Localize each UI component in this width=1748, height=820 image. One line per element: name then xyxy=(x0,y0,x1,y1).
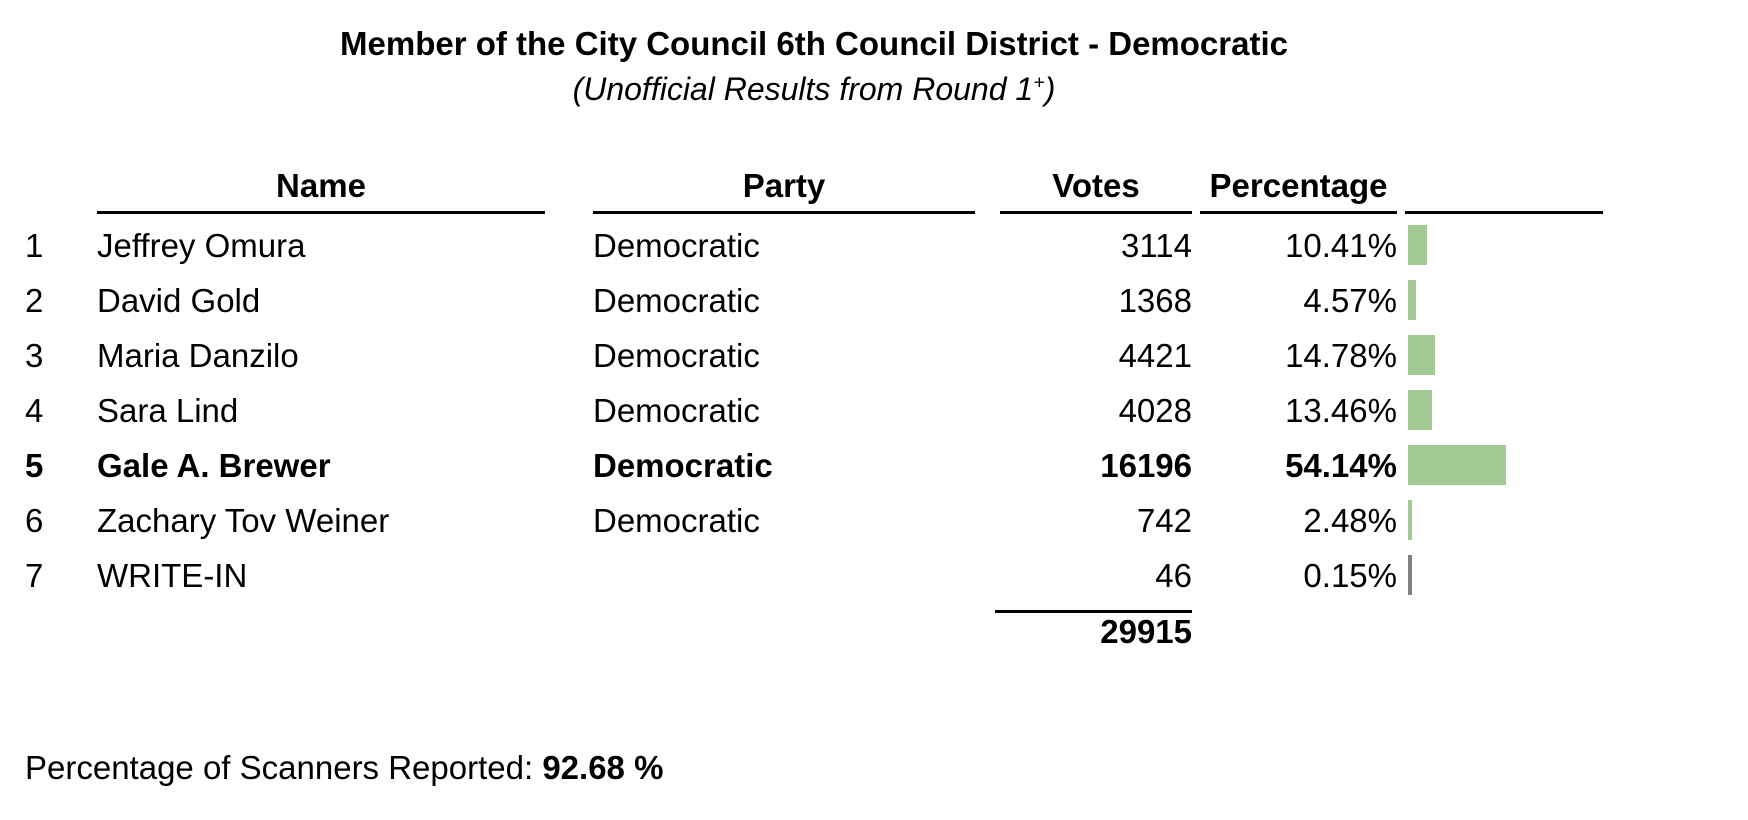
page-subtitle xyxy=(0,71,1628,108)
column-header-name: Name xyxy=(97,168,545,214)
candidate-party: Democratic xyxy=(593,227,760,264)
candidate-percentage: 0.15% xyxy=(1303,557,1397,594)
percentage-bar xyxy=(1408,280,1416,320)
candidate-party: Democratic xyxy=(593,392,760,429)
scanners-reported-value: 92.68 % xyxy=(542,749,664,786)
table-row xyxy=(0,328,1628,383)
row-rank: 2 xyxy=(25,282,44,319)
row-rank: 1 xyxy=(25,227,44,264)
percentage-bar xyxy=(1408,335,1435,375)
table-row xyxy=(0,383,1628,438)
candidate-party: Democratic xyxy=(593,282,760,319)
row-rank: 5 xyxy=(25,447,44,484)
total-votes: 29915 xyxy=(1100,613,1192,650)
subtitle-suffix: ) xyxy=(1044,71,1056,107)
table-row xyxy=(0,218,1628,273)
table-row xyxy=(0,493,1628,548)
candidate-percentage: 54.14% xyxy=(1285,447,1397,484)
table-row xyxy=(0,548,1628,603)
candidate-party: Democratic xyxy=(593,337,760,374)
candidate-votes: 46 xyxy=(1155,557,1192,594)
candidate-percentage: 14.78% xyxy=(1285,337,1397,374)
candidate-name: Sara Lind xyxy=(97,392,239,429)
table-row xyxy=(0,273,1628,328)
candidate-name: Jeffrey Omura xyxy=(97,227,306,264)
subtitle-text: (Unofficial Results from Round 1 xyxy=(572,71,1034,107)
row-rank: 6 xyxy=(25,502,44,539)
percentage-bar xyxy=(1408,500,1412,540)
candidate-percentage: 10.41% xyxy=(1285,227,1397,264)
candidate-percentage: 13.46% xyxy=(1285,392,1397,429)
percentage-bar xyxy=(1408,555,1412,595)
scanners-reported xyxy=(25,748,663,788)
row-rank: 4 xyxy=(25,392,44,429)
row-rank: 3 xyxy=(25,337,44,374)
candidate-percentage: 2.48% xyxy=(1303,502,1397,539)
results-rows xyxy=(0,218,1628,603)
column-header-bar xyxy=(1405,168,1603,214)
candidate-votes: 4028 xyxy=(1118,392,1192,429)
table-row xyxy=(0,438,1628,493)
candidate-votes: 4421 xyxy=(1118,337,1192,374)
percentage-bar xyxy=(1408,390,1432,430)
candidate-name: Gale A. Brewer xyxy=(97,447,331,484)
candidate-party: Democratic xyxy=(593,502,760,539)
scanners-reported-label: Percentage of Scanners Reported: xyxy=(25,749,543,786)
candidate-votes: 3114 xyxy=(1121,227,1192,264)
column-header-votes: Votes xyxy=(1000,168,1192,214)
candidate-votes: 16196 xyxy=(1100,447,1192,484)
candidate-name: WRITE-IN xyxy=(97,557,248,594)
column-header-party: Party xyxy=(593,168,975,214)
candidate-name: Zachary Tov Weiner xyxy=(97,502,390,539)
candidate-votes: 1368 xyxy=(1118,282,1192,319)
subtitle-superscript: + xyxy=(1033,71,1045,94)
page-title: Member of the City Council 6th Council District - Democratic xyxy=(340,25,1288,62)
candidate-party: Democratic xyxy=(593,447,773,484)
candidate-votes: 742 xyxy=(1136,502,1192,539)
percentage-bar xyxy=(1408,225,1427,265)
row-rank: 7 xyxy=(25,557,44,594)
candidate-percentage: 4.57% xyxy=(1303,282,1397,319)
percentage-bar xyxy=(1408,445,1506,485)
column-header-percentage: Percentage xyxy=(1200,168,1397,214)
candidate-name: Maria Danzilo xyxy=(97,337,299,374)
candidate-name: David Gold xyxy=(97,282,261,319)
